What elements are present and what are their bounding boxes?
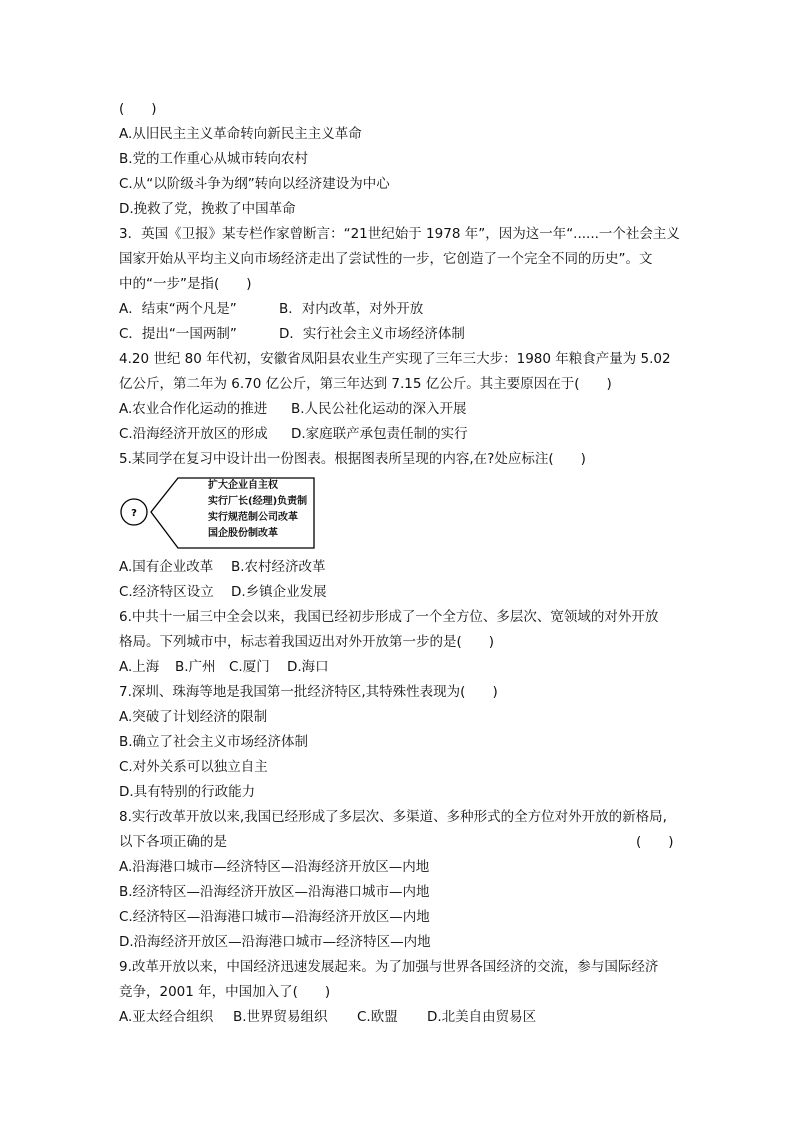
q6-stem-line-1: 6.中共十一届三中全会以来，我国已经初步形成了一个全方位、多层次、宽领域的对外开放 [119, 609, 659, 625]
q4-options-row-1 [119, 400, 467, 418]
q7-stem: 7.深圳、珠海等地是我国第一批经济特区,其特殊性表现为( ) [119, 684, 498, 700]
q6-option-b: B.广州 [175, 659, 216, 675]
q9-option-c: C.欧盟 [357, 1009, 398, 1025]
q4-option-b: B.人民公社化运动的深入开展 [291, 401, 467, 417]
q6-option-c: C.厦门 [229, 659, 270, 675]
q2-option-a: A.从旧民主主义革命转向新民主主义革命 [119, 126, 362, 142]
q4-stem-line-1: 4.20 世纪 80 年代初，安徽省凤阳县农业生产实现了三年三大步：1980 年粮食产量为 5.02 [119, 351, 671, 367]
q3-option-a: A．结束“两个凡是” [119, 301, 237, 317]
q4-options-row-2 [119, 425, 468, 443]
q9-options-row [119, 1008, 536, 1026]
q6-option-a: A.上海 [119, 659, 160, 675]
q8-option-a: A.沿海港口城市—经济特区—沿海经济开放区—内地 [119, 859, 430, 875]
q5-option-c: C.经济特区设立 [119, 584, 214, 600]
q8-option-d: D.沿海经济开放区—沿海港口城市—经济特区—内地 [119, 934, 431, 950]
q5-diagram-item-3: 实行规范制公司改革 [208, 512, 298, 523]
q5-option-a: A.国有企业改革 [119, 559, 214, 575]
q4-option-d: D.家庭联产承包责任制的实行 [291, 426, 468, 442]
q2-paren: ( ) [119, 101, 157, 117]
q7-option-c: C.对外关系可以独立自主 [119, 759, 268, 775]
q3-stem-line-3: 中的“一步”是指( ) [119, 276, 252, 292]
q5-option-b: B.农村经济改革 [231, 559, 326, 575]
q6-option-d: D.海口 [287, 659, 329, 675]
q5-diagram-item-2: 实行厂长(经理)负责制 [208, 496, 308, 507]
q5-options-row-2 [119, 583, 327, 601]
q6-options-row [119, 658, 329, 676]
q4-option-a: A.农业合作化运动的推进 [119, 401, 268, 417]
q3-options-row-1 [119, 300, 423, 318]
q5-options-row-1 [119, 558, 326, 576]
q9-option-b: B.世界贸易组织 [233, 1009, 328, 1025]
q8-option-b: B.经济特区—沿海经济开放区—沿海港口城市—内地 [119, 884, 430, 900]
q4-option-c: C.沿海经济开放区的形成 [119, 426, 268, 442]
q5-diagram-item-4: 国企股份制改革 [208, 528, 278, 539]
q8-stem-line-2: 以下各项正确的是 [119, 834, 227, 850]
q7-option-d: D.具有特别的行政能力 [119, 784, 256, 800]
q2-option-d: D.挽救了党，挽救了中国革命 [119, 201, 296, 217]
q3-options-row-2 [119, 325, 465, 343]
q8-paren: ( ) [636, 834, 674, 850]
q8-option-c: C.经济特区—沿海港口城市—沿海经济开放区—内地 [119, 909, 430, 925]
q9-stem-line-2: 竞争，2001 年，中国加入了( ) [119, 984, 331, 1000]
q8-stem-line-1: 8.实行改革开放以来,我国已经形成了多层次、多渠道、多种形式的全方位对外开放的新格局, [119, 809, 667, 825]
q3-stem-line-1: 3．英国《卫报》某专栏作家曾断言：“21世纪始于 1978 年”，因为这一年“......一个社会主义 [119, 226, 680, 242]
q5-diagram-mark: ? [131, 508, 137, 519]
q2-option-b: B.党的工作重心从城市转向农村 [119, 151, 309, 167]
q3-option-c: C．提出“一国两制” [119, 326, 237, 342]
q9-stem-line-1: 9.改革开放以来，中国经济迅速发展起来。为了加强与世界各国经济的交流，参与国际经济 [119, 959, 659, 975]
q7-option-a: A.突破了计划经济的限制 [119, 709, 268, 725]
q5-stem: 5.某同学在复习中设计出一份图表。根据图表所呈现的内容,在?处应标注( ) [119, 451, 586, 467]
q3-option-d: D．实行社会主义市场经济体制 [279, 326, 465, 342]
q6-stem-line-2: 格局。下列城市中，标志着我国迈出对外开放第一步的是( ) [119, 634, 495, 650]
q2-option-c: C.从“以阶级斗争为纲”转向以经济建设为中心 [119, 176, 390, 192]
q9-option-a: A.亚太经合组织 [119, 1009, 214, 1025]
q7-option-b: B.确立了社会主义市场经济体制 [119, 734, 309, 750]
q4-stem-line-2: 亿公斤，第二年为 6.70 亿公斤，第三年达到 7.15 亿公斤。其主要原因在于( ) [119, 376, 612, 392]
q5-diagram-item-1: 扩大企业自主权 [208, 480, 278, 491]
q5-option-d: D.乡镇企业发展 [231, 584, 327, 600]
q9-option-d: D.北美自由贸易区 [427, 1009, 537, 1025]
q3-stem-line-2: 国家开始从平均主义向市场经济走出了尝试性的一步，它创造了一个完全不同的历史”。文 [119, 251, 653, 267]
q3-option-b: B．对内改革，对外开放 [279, 301, 424, 317]
